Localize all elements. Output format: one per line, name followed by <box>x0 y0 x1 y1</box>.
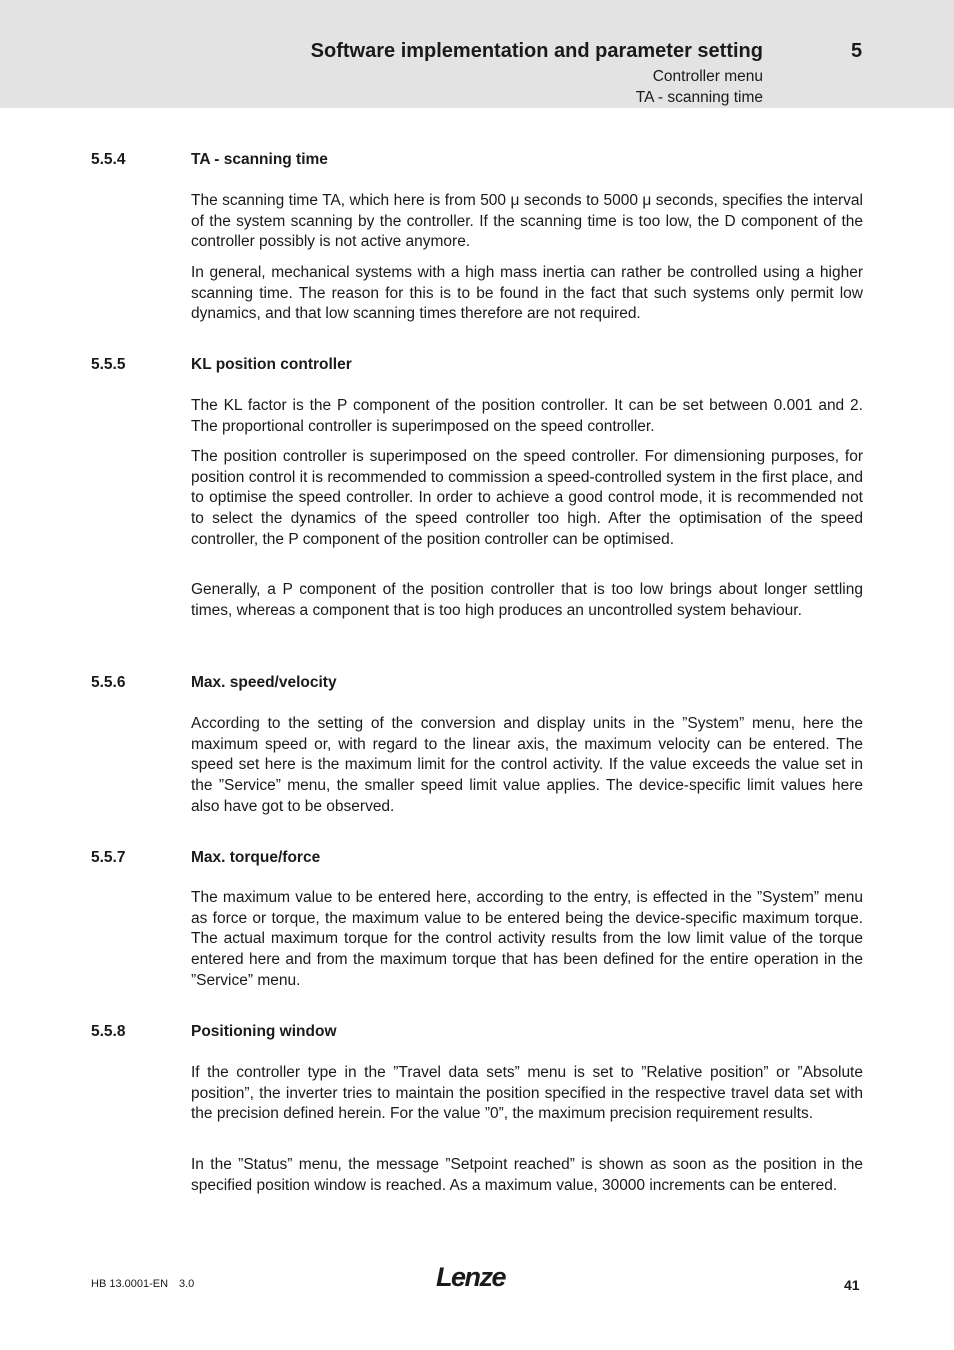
page-number: 41 <box>844 1277 860 1293</box>
footer-version: 3.0 <box>179 1278 195 1290</box>
section-title: TA - scanning time <box>191 151 328 168</box>
lenze-logo: Lenze <box>436 1262 506 1292</box>
section-title: Positioning window <box>191 1023 337 1040</box>
paragraph: According to the setting of the conversion and display units in the ”System” menu, here the maximum speed or, with regard to the linear axis, the maximum velocity can be entered. The speed set here is the maximum limit for the control activity. If the value exceeds the value set in the ”Service” menu, the smaller speed limit value applies. The device-specific limit values here also have got to be observed. <box>191 715 863 815</box>
page-header-title: Software implementation and parameter setting <box>310 40 763 62</box>
paragraph: The scanning time TA, which here is from 500 μ seconds to 5000 μ seconds, specifies the interval of the system scanning by the controller. If the scanning time is too low, the D component of the controller possibly is not active anymore. <box>191 192 863 251</box>
paragraph: If the controller type in the ”Travel data sets” menu is set to ”Relative position” or ”Absolute position”, the inverter tries to maintain the position specified in the respective travel data set with the precision defined herein. For the value ”0”, the maximum precision requirement results. <box>191 1064 863 1123</box>
section-title: Max. speed/velocity <box>191 674 337 691</box>
section-title: Max. torque/force <box>191 849 321 866</box>
paragraph: In the ”Status” menu, the message ”Setpoint reached” is shown as soon as the position in the specified position window is reached. As a maximum value, 30000 increments can be entered. <box>191 1156 863 1194</box>
paragraph: The position controller is superimposed on the speed controller. For dimensioning purposes, for position control it is recommended to commission a speed-controlled system in the first place, and to optimise the speed controller. In order to achieve a good control mode, it is recommended not to select the dynamics of the speed controller too high. After the optimisation of the speed controller, the P component of the position controller can be optimised. <box>191 448 863 548</box>
chapter-number: 5 <box>851 40 863 62</box>
header-subtitle-1: Controller menu <box>652 68 763 85</box>
header-subtitle-2: TA - scanning time <box>635 89 763 106</box>
paragraph: In general, mechanical systems with a high mass inertia can rather be controlled using a higher scanning time. The reason for this is to be found in the fact that such systems only permit low dynamics, and that low scanning times therefore are not required. <box>191 264 863 323</box>
footer-document-id: HB 13.0001-EN <box>91 1278 169 1290</box>
section-number: 5.5.4 <box>91 151 126 168</box>
section-number: 5.5.8 <box>91 1023 126 1040</box>
section-number: 5.5.5 <box>91 356 126 373</box>
section-title: KL position controller <box>191 356 352 373</box>
section-number: 5.5.7 <box>91 849 126 866</box>
paragraph: The KL factor is the P component of the position controller. It can be set between 0.001 and 2. The proportional controller is superimposed on the speed controller. <box>191 397 863 435</box>
paragraph: The maximum value to be entered here, according to the entry, is effected in the ”System” menu as force or torque, the maximum value to be entered being the device-specific maximum torque. The actual maximum torque for the control activity results from the low limit value of the torque entered here and from the maximum torque that has been defined for the entire operation in the ”Service” menu. <box>191 889 863 989</box>
paragraph: Generally, a P component of the position controller that is too low brings about longer settling times, whereas a component that is too high produces an uncontrolled system behaviour. <box>191 581 863 619</box>
section-number: 5.5.6 <box>91 674 126 691</box>
